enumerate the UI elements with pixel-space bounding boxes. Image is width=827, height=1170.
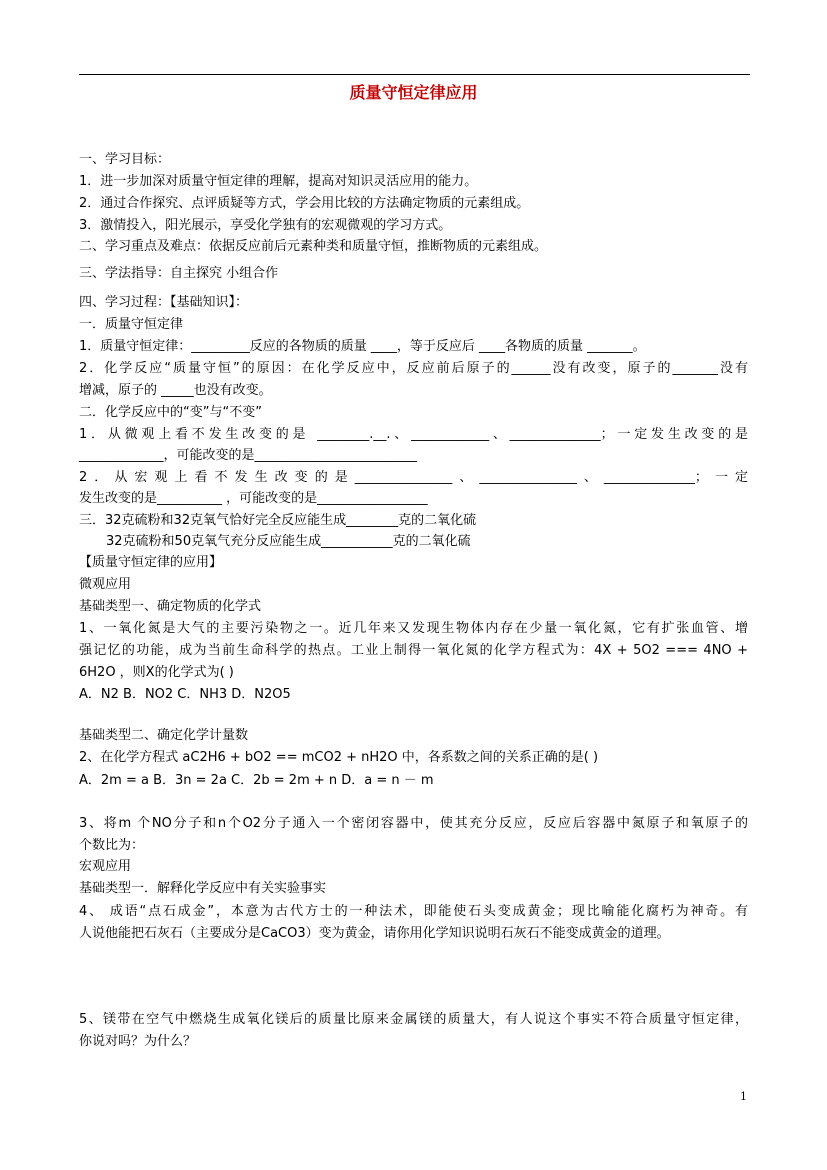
subsection-heading: 宏观应用 — [79, 859, 132, 874]
question-line: 个数比为： — [79, 838, 145, 853]
question-line: 4、 成语“点石成金”，本意为古代方士的一种法术，即能使石头变成黄金；现比喻能化腐朽为神奇。有 — [79, 904, 748, 919]
subsection-heading: 一．质量守恒定律 — [79, 317, 184, 332]
subsection-heading: 微观应用 — [79, 577, 132, 592]
section-heading: 一、学习目标： — [79, 152, 171, 167]
fill-blank-line: 1．从微观上看不发生改变的是 ________.__.、____________、______________；一定发生改变的是 — [79, 427, 748, 442]
subsection-heading: 基础类型一、确定物质的化学式 — [79, 599, 262, 614]
document-title: 质量守恒定律应用 — [349, 83, 478, 102]
question-line: 强记忆的功能，成为当前生命科学的热点。工业上制得一氧化氮的化学方程式为：4X + 5O2 === 4NO + — [79, 643, 748, 658]
question-line: 你说对吗？为什么？ — [79, 1034, 197, 1049]
answer-options: A．N2 B．NO2 C．NH3 D．N2O5 — [79, 687, 291, 702]
fill-blank-line: 2．化学反应“质量守恒”的原因：在化学反应中，反应前后原子的______没有改变，原子的_______没有 — [79, 361, 748, 376]
question-line: 5、镁带在空气中燃烧生成氧化镁后的质量比原来金属镁的质量大，有人说这个事实不符合质量守恒定律， — [79, 1012, 748, 1027]
fill-blank-line: 发生改变的是__________ ，可能改变的是_________________ — [79, 491, 428, 506]
question-line: 32克硫粉和50克氧气充分反应能生成___________克的二氧化硫 — [106, 534, 471, 549]
answer-options: A．2m = a B．3n = 2a C．2b = 2m + n D．a = n － m — [79, 773, 434, 788]
fill-blank-line: 增减，原子的 _____也没有改变。 — [79, 383, 272, 398]
objective-line: 3．激情投入，阳光展示，享受化学独有的宏观微观的学习方式。 — [79, 218, 452, 233]
top-rule — [79, 74, 750, 75]
objective-line: 1．进一步加深对质量守恒定律的理解，提高对知识灵活应用的能力。 — [79, 174, 478, 189]
question-line: 人说他能把石灰石（主要成分是CaCO3）变为黄金，请你用化学知识说明石灰石不能变成黄金的道理。 — [79, 926, 670, 941]
page-number: 1 — [740, 1090, 747, 1103]
section-heading: 二、学习重点及难点：依据反应前后元素种类和质量守恒，推断物质的元素组成。 — [79, 239, 548, 254]
subsection-heading: 【质量守恒定律的应用】 — [79, 555, 223, 570]
question-line: 2、在化学方程式 aC2H6 + bO2 == mCO2 + nH2O 中，各系数之间的关系正确的是( ) — [79, 750, 599, 765]
fill-blank-line: _____________，可能改变的是_________________________ — [79, 448, 418, 463]
subsection-heading: 二．化学反应中的“变”与“不变” — [79, 405, 262, 420]
objective-line: 2．通过合作探究、点评质疑等方式，学会用比较的方法确定物质的元素组成。 — [79, 196, 530, 211]
question-line: 6H2O ，则X的化学式为( ) — [79, 665, 234, 680]
section-heading: 三、学法指导：自主探究 小组合作 — [79, 266, 279, 281]
subsection-heading: 基础类型二、确定化学计量数 — [79, 728, 249, 743]
fill-blank-line: 2．从宏观上看不发生改变的是_______________、_______________、______________；一定 — [79, 470, 748, 485]
fill-blank-line: 1．质量守恒定律：_________反应的各物质的质量 ____，等于反应后 ____各物质的质量 _______。 — [79, 339, 646, 354]
question-line: 1、一氧化氮是大气的主要污染物之一。近几年来又发现生物体内存在少量一氧化氮，它有扩张血管、增 — [79, 621, 748, 636]
question-line: 3、将m 个NO分子和n个O2分子通入一个密闭容器中，使其充分反应，反应后容器中氮原子和氧原子的 — [79, 816, 748, 831]
section-heading: 四、学习过程：【基础知识】： — [79, 295, 249, 310]
subsection-heading: 基础类型一．解释化学反应中有关实验事实 — [79, 881, 327, 896]
question-line: 三．32克硫粉和32克氧气恰好完全反应能生成________克的二氧化硫 — [79, 513, 477, 528]
